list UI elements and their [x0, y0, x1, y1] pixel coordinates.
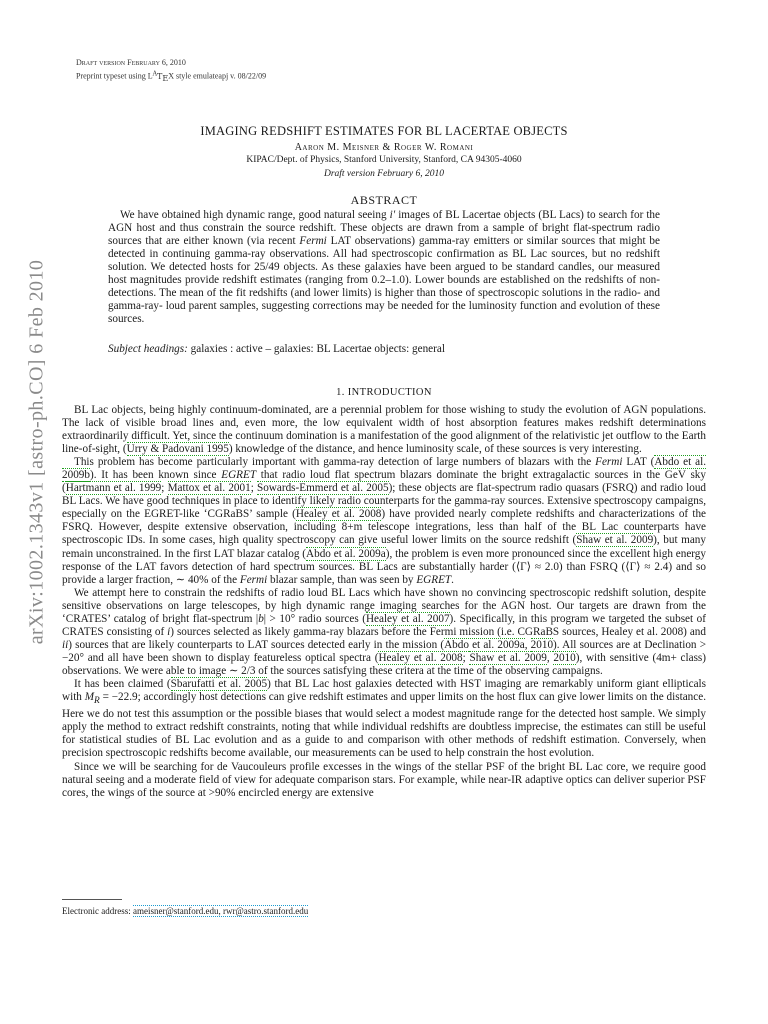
citation-link[interactable]: Healey et al. 2007: [365, 612, 450, 625]
citation-link[interactable]: Abdo et al. 2009a: [444, 638, 525, 651]
subject-headings-text: galaxies : active – galaxies: BL Lacertae objects: general: [190, 343, 445, 355]
introduction-body: [62, 404, 706, 800]
citation-link[interactable]: Shaw et al. 2009: [576, 534, 654, 547]
footnote-label: Electronic address:: [62, 906, 131, 916]
preprint-typeset-note: Preprint typeset using $L^AT_EX$ style emulateapj v. 08/22/09: [76, 70, 267, 83]
paper-title: IMAGING REDSHIFT ESTIMATES FOR BL LACERTAE OBJECTS: [200, 124, 568, 138]
author-list: Aaron M. Meisner & Roger W. Romani: [294, 142, 474, 153]
citation-link[interactable]: Sbarufatti et al. 2005: [170, 677, 268, 690]
paragraph: It has been claimed (Sbarufatti et al. 2005) that BL Lac host galaxies detected with HST imaging are remarkably uniform giant ellipticals with $M_R = -22.9$; accordingly host detections can give redshift estimates and upper limits on the host flux can give lower limits on the distance. Here we do not test this assumption or the possible biases that would select a modest magnitude range for the detected host sample. We simply apply the method to extract redshift constraints, noting that while individual redshifts are doubtless imprecise, the estimates can still be useful for statistical studies of BL Lac evolution and as a guide to and comparison with other methods of redshift estimation. Conversely, when precision spectroscopic redshifts become available, our measurements can be used to help constrain the host evolution.: [62, 677, 707, 760]
affiliation: KIPAC/Dept. of Physics, Stanford University, Stanford, CA 94305-4060: [246, 155, 522, 165]
citation-link[interactable]: Shaw et al. 2009: [469, 651, 547, 664]
subject-headings-label: Subject headings:: [108, 343, 188, 355]
email-links[interactable]: ameisner@stanford.edu, rwr@astro.stanford.edu: [132, 906, 309, 916]
subject-headings: [108, 343, 660, 356]
abstract-heading: ABSTRACT: [350, 193, 418, 207]
paragraph: We attempt here to constrain the redshifts of radio loud BL Lacs which have shown no convincing spectroscopic redshift solution, despite sensitive observations on large telescopes, by high dynamic range imaging searches for the AGN host. Our targets are drawn from the ‘CRATES’ catalog of bright flat-spectrum |b| > 10° radio sources (Healey et al. 2007). Specifically, in this program we targeted the subset of CRATES consisting of i) sources selected as likely gamma-ray blazars before the Fermi mission (i.e. CGRaBS sources, Healey et al. 2008) and ii) sources that are likely counterparts to LAT sources detected early in the mission (Abdo et al. 2009a, 2010). All sources are at Declination > −20° and all have been shown to display featureless optical spectra (Healey et al. 2008; Shaw et al. 2009, 2010), with sensitive (4m+ class) observations. We were able to image ∼ 2/3 of the sources satisfying these critera at the time of the observing campaigns.: [62, 586, 707, 677]
paragraph: Since we will be searching for de Vaucouleurs profile excesses in the wings of the stellar PSF of the bright BL Lac core, we require good natural seeing and a moderate field of view for adequate comparison stars. For example, while near-IR adaptive optics can deliver superior PSF cores, the wings of the source at >90% encircled energy are extensive: [62, 760, 706, 799]
citation-link[interactable]: Abdo et al. 2009b: [62, 456, 706, 482]
citation-link[interactable]: Healey et al. 2008: [378, 651, 463, 664]
abstract-body: We have obtained high dynamic range, good natural seeing i′ images of BL Lacertae objects (BL Lacs) to search for the AGN host and thus constrain the source redshift. These objects are drawn from a sample of bright flat-spectrum radio sources that are either known (via recent Fermi LAT observations) gamma-ray emitters or similar sources that might be detected in continuing gamma-ray observations. All had spectroscopic confirmation as BL Lac sources, but no redshift solution. We detected hosts for 25/49 objects. As these galaxies have been argued to be standard candles, our measured host magnitudes provide redshift estimates (ranging from 0.2–1.0). Lower bounds are established on the redshifts of non-detections. The mean of the fit redshifts (and lower limits) is higher than those of spectroscopic solutions in the radio- and gamma-ray- loud parent samples, suggesting corrections may be needed for the luminosity function and evolution of these sources.: [108, 209, 660, 326]
citation-link[interactable]: Mattox et al. 2001: [167, 482, 251, 495]
arxiv-identifier-stamp: [22, 222, 52, 682]
draft-date: Draft version February 6, 2010: [323, 169, 445, 179]
arxiv-identifier-text: arXiv:1002.1343v1 [astro-ph.CO] 6 Feb 2010: [25, 259, 48, 645]
citation-link[interactable]: 2010: [553, 651, 576, 664]
citation-link[interactable]: Hartmann et al. 1999: [65, 482, 162, 495]
citation-link[interactable]: Healey et al. 2008: [295, 508, 382, 521]
section-heading-introduction: 1. INTRODUCTION: [336, 387, 432, 398]
footnote: [62, 906, 308, 916]
draft-version-header: Draft version February 6, 2010: [76, 58, 186, 67]
citation-link[interactable]: Abdo et al. 2009a: [306, 547, 386, 560]
paragraph: This problem has become particularly important with gamma-ray detection of large numbers of blazars with the Fermi LAT (Abdo et al. 2009b). It has been known since EGRET that radio loud flat spectrum blazars dominate the bright extragalactic sources in the GeV sky (Hartmann et al. 1999; Mattox et al. 2001; Sowards-Emmerd et al. 2005); these objects are flat-spectrum radio quasars (FSRQ) and radio loud BL Lacs. We have good techniques in place to identify likely radio counterparts for the gamma-ray sources. Extensive spectroscopy campaigns, especially on the EGRET-like ‘CGRaBS’ sample (Healey et al. 2008) have provided nearly complete redshifts and characterizations of the FSRQ. However, despite extensive observation, including 8+m telescope integrations, less than half of the BL Lac counterparts have spectroscopic IDs. In some cases, high quality spectroscopy can give useful lower limits on the source redshift (Shaw et al. 2009), but many remain unconstrained. In the first LAT blazar catalog (Abdo et al. 2009a), the problem is even more pronounced since the excellent high energy response of the LAT favors detection of hard spectrum sources. BL Lacs are substantially harder (⟨Γ⟩ ≈ 2.0) than FSRQ (⟨Γ⟩ ≈ 2.4) and so provide a larger fraction, ∼ 40% of the Fermi blazar sample, than was seen by EGRET.: [62, 456, 707, 586]
footnote-rule: [62, 899, 122, 900]
preprint-header: [76, 57, 266, 84]
citation-link[interactable]: 2010: [530, 638, 554, 651]
citation-link[interactable]: Sowards-Emmerd et al. 2005: [256, 482, 389, 495]
citation-link[interactable]: Urry & Padovani 1995: [126, 443, 229, 456]
paragraph: BL Lac objects, being highly continuum-dominated, are a perennial problem for those wishing to study the evolution of AGN populations. The lack of visible broad lines and, even more, the low equivalent width of host absorption features makes redshift determinations extraordinarily difficult. Yet, since the continuum domination is a manifestation of the good alignment of the relativistic jet outflow to the Earth line-of-sight, (Urry & Padovani 1995) knowledge of the distance, and hence luminosity scale, of these sources is very interesting.: [62, 404, 706, 456]
